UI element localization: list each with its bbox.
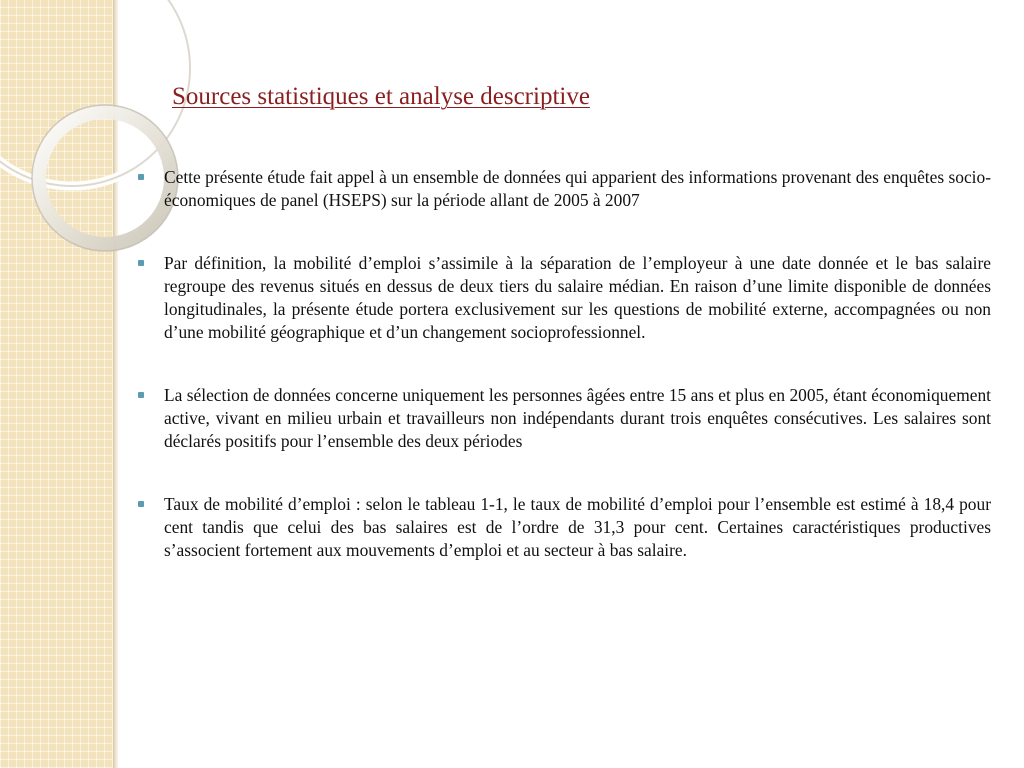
bullet-text: La sélection de données concerne uniquement les personnes âgées entre 15 ans et plus en 2005, étant économiquement active, vivant en milieu urbain et travailleurs non indépendants durant trois enquêtes consécutives. Les salaires sont déclarés positifs pour l’ensemble des deux périodes [164, 385, 991, 451]
bullet-text: Taux de mobilité d’emploi : selon le tableau 1-1, le taux de mobilité d’emploi pour l’ensemble est estimé à 18,4 pour cent tandis que celui des bas salaires est de l’ordre de 31,3 pour cent. Certaines caractéristiques productives s’associent fortement aux mouvements d’emploi et au secteur à bas salaire. [164, 494, 991, 560]
bullet-item [138, 493, 991, 561]
bullet-text: Par définition, la mobilité d’emploi s’assimile à la séparation de l’employeur à une date donnée et le bas salaire regroupe des revenus situés en dessus de deux tiers du salaire médian. En raison d’une limite disponible de données longitudinales, la présente étude portera exclusivement sur les questions de mobilité externe, accompagnées ou non d’une mobilité géographique et d’un changement socioprofessionnel. [164, 253, 991, 342]
bullet-list [138, 166, 991, 561]
bullet-item [138, 166, 991, 211]
square-bullet-icon [138, 501, 144, 507]
bullet-item [138, 252, 991, 343]
bullet-item [138, 384, 991, 452]
square-bullet-icon [138, 174, 144, 180]
bullet-text: Cette présente étude fait appel à un ensemble de données qui apparient des informations provenant des enquêtes socio-économiques de panel (HSEPS) sur la période allant de 2005 à 2007 [164, 167, 991, 210]
slide-title: Sources statistiques et analyse descriptive [172, 83, 590, 110]
square-bullet-icon [138, 392, 144, 398]
decorative-side-band [0, 0, 113, 768]
side-band-shadow [113, 0, 119, 768]
square-bullet-icon [138, 260, 144, 266]
